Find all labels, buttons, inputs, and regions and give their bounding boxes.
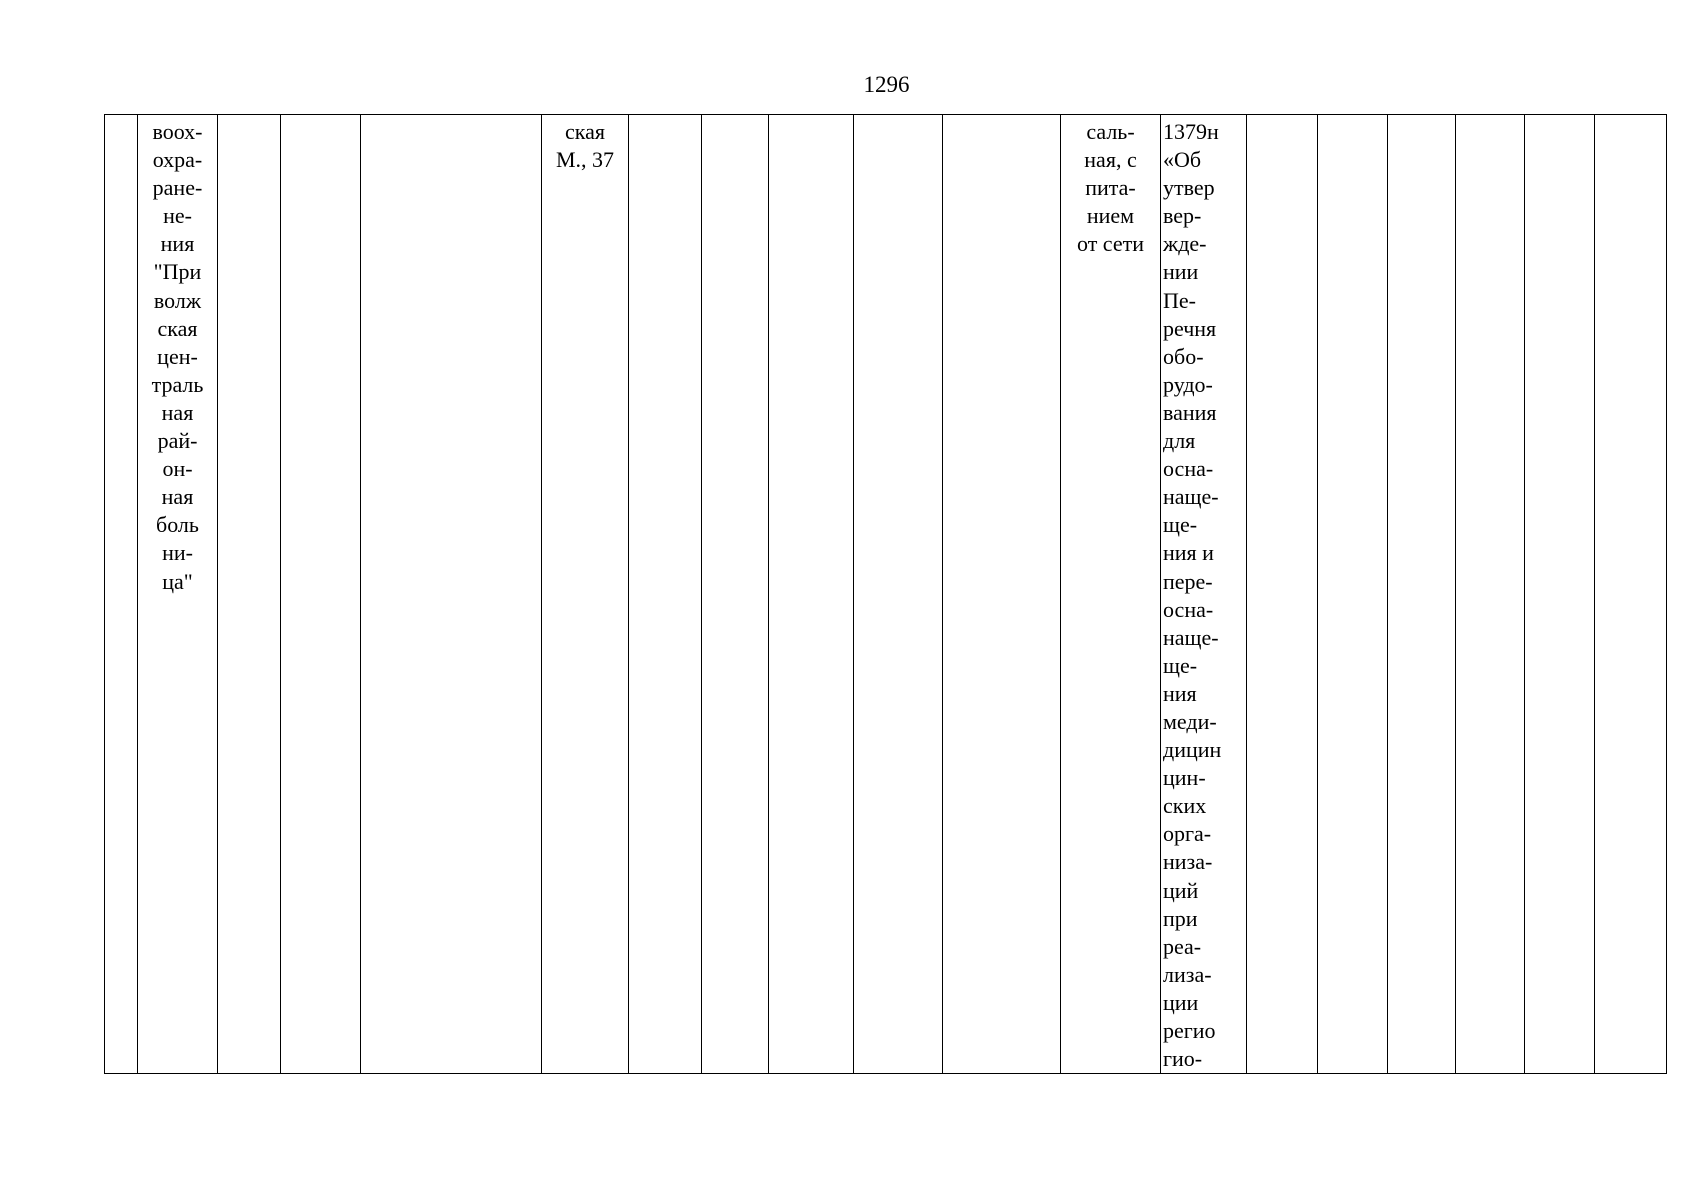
table-cell-empty bbox=[1318, 115, 1388, 1074]
text-line: ская bbox=[564, 119, 605, 144]
text-line: жде- bbox=[1163, 231, 1207, 257]
table-cell-empty bbox=[629, 115, 702, 1074]
text-line: воох- bbox=[152, 119, 203, 144]
text-line: траль bbox=[151, 371, 204, 397]
data-table bbox=[104, 114, 1667, 1074]
text-line: дицин bbox=[1163, 737, 1222, 763]
table-cell-empty bbox=[943, 115, 1061, 1074]
address-text bbox=[544, 118, 626, 174]
text-line: осна- bbox=[1163, 596, 1214, 622]
table-cell-empty bbox=[854, 115, 943, 1074]
text-line: "При bbox=[153, 259, 202, 285]
text-line: рудо- bbox=[1163, 371, 1213, 397]
text-line: «Об bbox=[1163, 147, 1202, 173]
text-line: осна- bbox=[1163, 456, 1214, 482]
table-cell-order bbox=[1161, 115, 1247, 1074]
table-cell-empty bbox=[361, 115, 542, 1074]
text-line: утвер bbox=[1163, 175, 1215, 201]
text-line: боль bbox=[156, 512, 199, 538]
text-line: цин- bbox=[1163, 765, 1206, 791]
text-line: ских bbox=[1163, 793, 1207, 819]
table-cell-empty bbox=[1525, 115, 1595, 1074]
page-number: 1296 bbox=[863, 72, 910, 97]
table-row bbox=[105, 115, 1667, 1074]
text-line: лиза- bbox=[1163, 961, 1212, 987]
text-line: ще- bbox=[1163, 652, 1198, 678]
table-cell-empty bbox=[1456, 115, 1525, 1074]
text-line: для bbox=[1163, 428, 1196, 454]
text-line: ная bbox=[161, 399, 194, 425]
text-line: ций bbox=[1163, 877, 1199, 903]
text-line: ния и bbox=[1163, 540, 1214, 566]
text-line: пере- bbox=[1163, 568, 1213, 594]
text-line: 1379н bbox=[1163, 119, 1219, 144]
text-line: цен- bbox=[157, 343, 198, 369]
text-line: волж bbox=[153, 287, 202, 313]
order-text bbox=[1163, 118, 1244, 1073]
text-line: при bbox=[1163, 905, 1198, 931]
table-cell-empty bbox=[702, 115, 769, 1074]
text-line: от сети bbox=[1076, 231, 1144, 257]
table-cell-empty bbox=[1247, 115, 1318, 1074]
table-cell-empty bbox=[218, 115, 281, 1074]
text-line: ная bbox=[161, 484, 194, 510]
text-line: саль- bbox=[1086, 119, 1135, 144]
text-line: обо- bbox=[1163, 343, 1204, 369]
power-text bbox=[1063, 118, 1158, 258]
table-cell-empty bbox=[281, 115, 361, 1074]
text-line: не- bbox=[163, 203, 192, 229]
text-line: ния bbox=[160, 231, 195, 257]
text-line: нии bbox=[1163, 259, 1199, 285]
text-line: ния bbox=[1163, 680, 1197, 706]
text-line: ни- bbox=[162, 540, 193, 566]
text-line: меди- bbox=[1163, 708, 1217, 734]
text-line: речня bbox=[1163, 315, 1217, 341]
text-line: наще- bbox=[1163, 484, 1219, 510]
text-line: ране- bbox=[152, 175, 203, 201]
table-cell-empty bbox=[769, 115, 854, 1074]
text-line: Пе- bbox=[1163, 287, 1196, 313]
text-line: рай- bbox=[157, 428, 198, 454]
text-line: охра- bbox=[152, 147, 203, 173]
table-cell-organization bbox=[138, 115, 218, 1074]
table-cell-address bbox=[542, 115, 629, 1074]
table-cell-empty bbox=[1388, 115, 1456, 1074]
text-line: М., 37 bbox=[555, 147, 615, 173]
table-cell-empty bbox=[1595, 115, 1667, 1074]
text-line: орга- bbox=[1163, 821, 1212, 847]
text-line: он- bbox=[162, 456, 193, 482]
text-line: регио bbox=[1163, 1018, 1216, 1043]
text-line: ции bbox=[1163, 989, 1199, 1015]
table-cell-number bbox=[105, 115, 138, 1074]
text-line: вания bbox=[1163, 399, 1217, 425]
table-cell-power bbox=[1061, 115, 1161, 1074]
text-line: наще- bbox=[1163, 624, 1219, 650]
text-line: ца" bbox=[162, 568, 193, 594]
text-line: низа- bbox=[1163, 849, 1213, 875]
text-line: вер- bbox=[1163, 203, 1202, 229]
text-line: гио- bbox=[1163, 1046, 1203, 1072]
text-line: реа- bbox=[1163, 933, 1202, 959]
text-line: ная, с bbox=[1084, 147, 1137, 173]
text-line: нием bbox=[1086, 203, 1135, 229]
text-line: ская bbox=[157, 315, 198, 341]
text-line: пита- bbox=[1085, 175, 1136, 201]
text-line: ще- bbox=[1163, 512, 1198, 538]
organization-text bbox=[140, 118, 215, 596]
